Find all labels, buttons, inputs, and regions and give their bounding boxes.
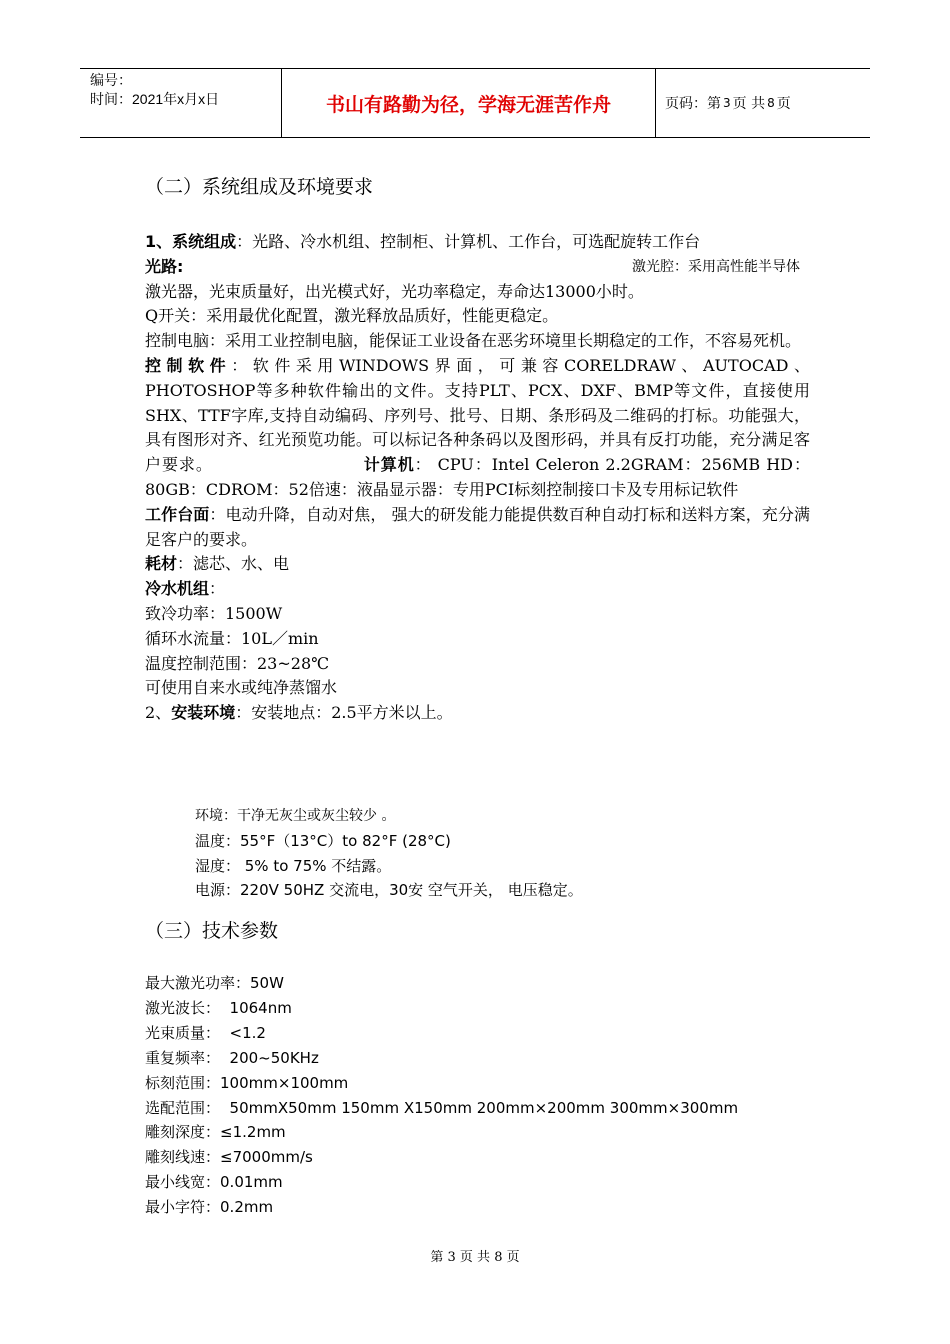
optical-label: 光路: [145,256,184,276]
composition-line [145,230,810,255]
param-value: 50mmX50mm 150mm X150mm 200mm×200mm 300mm×300mm [220,1098,739,1117]
worktable-label: 工作台面 [145,504,210,524]
param-label: 选配范围： [145,1098,221,1117]
time-label: 时间：2021年x月x日 [90,91,220,107]
param-label: 雕刻线速： [145,1148,221,1167]
param-value: 50W [250,974,284,992]
section-2-title: （二）系统组成及环境要求 [145,176,374,198]
param-row [145,1071,738,1096]
section-2-body [145,230,810,726]
chiller-item: 温度控制范围：23~28℃ [145,653,330,673]
header-meta [80,69,282,137]
env-line: 环境：干净无灰尘或灰尘较少 。 [195,808,396,824]
env-line: 温度：55°F（13°C）to 82°F (28°C) [195,831,451,850]
param-row [145,1145,738,1170]
param-value: <1.2 [220,1023,266,1042]
computer-text: ： CPU：Intel Celeron 2.2GRAM：256MB HD：80GB：CDROM：52倍速：液晶显示器：专用PCI标刻控制接口卡及专用标记软件 [145,455,810,499]
env-line: 湿度： 5% to 75% 不结露。 [195,856,392,875]
param-value: 100mm×100mm [220,1073,349,1092]
laser-line: 激光器，光束质量好，出光模式好，光功率稳定，寿命达13000小时。 [145,281,644,301]
param-value: 1064nm [220,998,292,1017]
page-prefix: 页码：第 [665,96,721,112]
laser-cavity: 激光腔：采用高性能半导体 [632,258,800,275]
composition-label: 1、系统组成 [145,232,237,251]
param-row [145,1120,738,1145]
param-value: 0.01mm [220,1173,283,1192]
chiller-item: 可使用自来水或纯净蒸馏水 [145,678,338,698]
header-page-number [655,69,870,137]
param-value: ≤1.2mm [220,1123,286,1142]
install-prefix: 2、 [145,703,172,723]
param-label: 最大激光功率： [145,974,251,992]
param-value: 200~50KHz [220,1048,319,1067]
param-row [145,971,738,996]
qswitch-line: Q开关：采用最优化配置，激光释放品质好，性能更稳定。 [145,306,559,326]
tech-params-list [145,971,738,1220]
control-pc-line: 控制电脑：采用工业控制电脑，能保证工业设备在恶劣环境里长期稳定的工作，不容易死机。 [145,331,802,351]
param-row [145,996,738,1021]
install-text: ：安装地点：2.5平方米以上。 [235,703,453,723]
serial-label: 编号： [90,72,132,88]
param-label: 重复频率： [145,1048,221,1067]
param-label: 激光波长： [145,998,221,1017]
worktable-line [145,503,810,553]
param-label: 光束质量： [145,1023,221,1042]
page-header [80,68,870,138]
chiller-colon: ： [209,579,226,599]
composition-text: ：光路、冷水机组、控制柜、计算机、工作台，可选配旋转工作台 [236,232,701,251]
page-total: 8 [767,96,775,110]
param-row [145,1096,738,1121]
section-3-title: （三）技术参数 [145,920,279,942]
consumables-label: 耗材 [145,554,178,574]
page-current: 3 [723,96,731,110]
param-row [145,1195,738,1220]
param-row [145,1170,738,1195]
param-row [145,1021,738,1046]
param-label: 雕刻深度： [145,1123,221,1142]
param-label: 最小线宽： [145,1173,221,1192]
param-row [145,1046,738,1071]
software-text: ：软件采用WINDOWS界面，可兼容CORELDRAW、AUTOCAD、PHOTOSHOP等多种软件输出的文件。支持PLT、PCX、DXF、BMP等文件，直接使用SHX、TTF字库,支持自动编码、序列号、批号、日期、条形码及二维码的打标。功能强大，具有图形对齐、红光预览功能。可以标记各种条码以及图形码，并具有反打功能，充分满足客户要求。 [145,355,810,475]
page-suffix: 页 [776,96,791,112]
worktable-text: ：电动升降，自动对焦， 强大的研发能力能提供数百种自动打标和送料方案，充分满足客户的要求。 [145,504,810,549]
computer-label: 计算机 [362,455,415,475]
header-motto: 书山有路勤为径，学海无涯苦作舟 [282,69,656,137]
env-line: 电源：220V 50HZ 交流电，30安 空气开关， 电压稳定。 [195,881,583,900]
consumables-text: ：滤芯、水、电 [177,554,290,574]
param-value: ≤7000mm/s [220,1148,313,1167]
chiller-item: 循环水流量：10L／min [145,628,319,648]
install-line [145,701,810,726]
optical-line [145,255,810,280]
param-value: 0.2mm [220,1198,274,1217]
software-paragraph [145,354,810,503]
param-label: 标刻范围： [145,1073,221,1092]
chiller-label: 冷水机组 [145,579,210,599]
chiller-line [145,577,810,602]
page-middle: 页 共 [732,96,766,112]
param-label: 最小字符： [145,1198,221,1217]
chiller-item: 致冷功率：1500W [145,603,283,623]
software-label: 控制软件 [145,355,232,375]
install-label: 安装环境 [171,703,236,723]
page-footer: 第 3 页 共 8 页 [430,1250,520,1265]
environment-list [195,804,583,903]
consumables-line [145,552,810,577]
